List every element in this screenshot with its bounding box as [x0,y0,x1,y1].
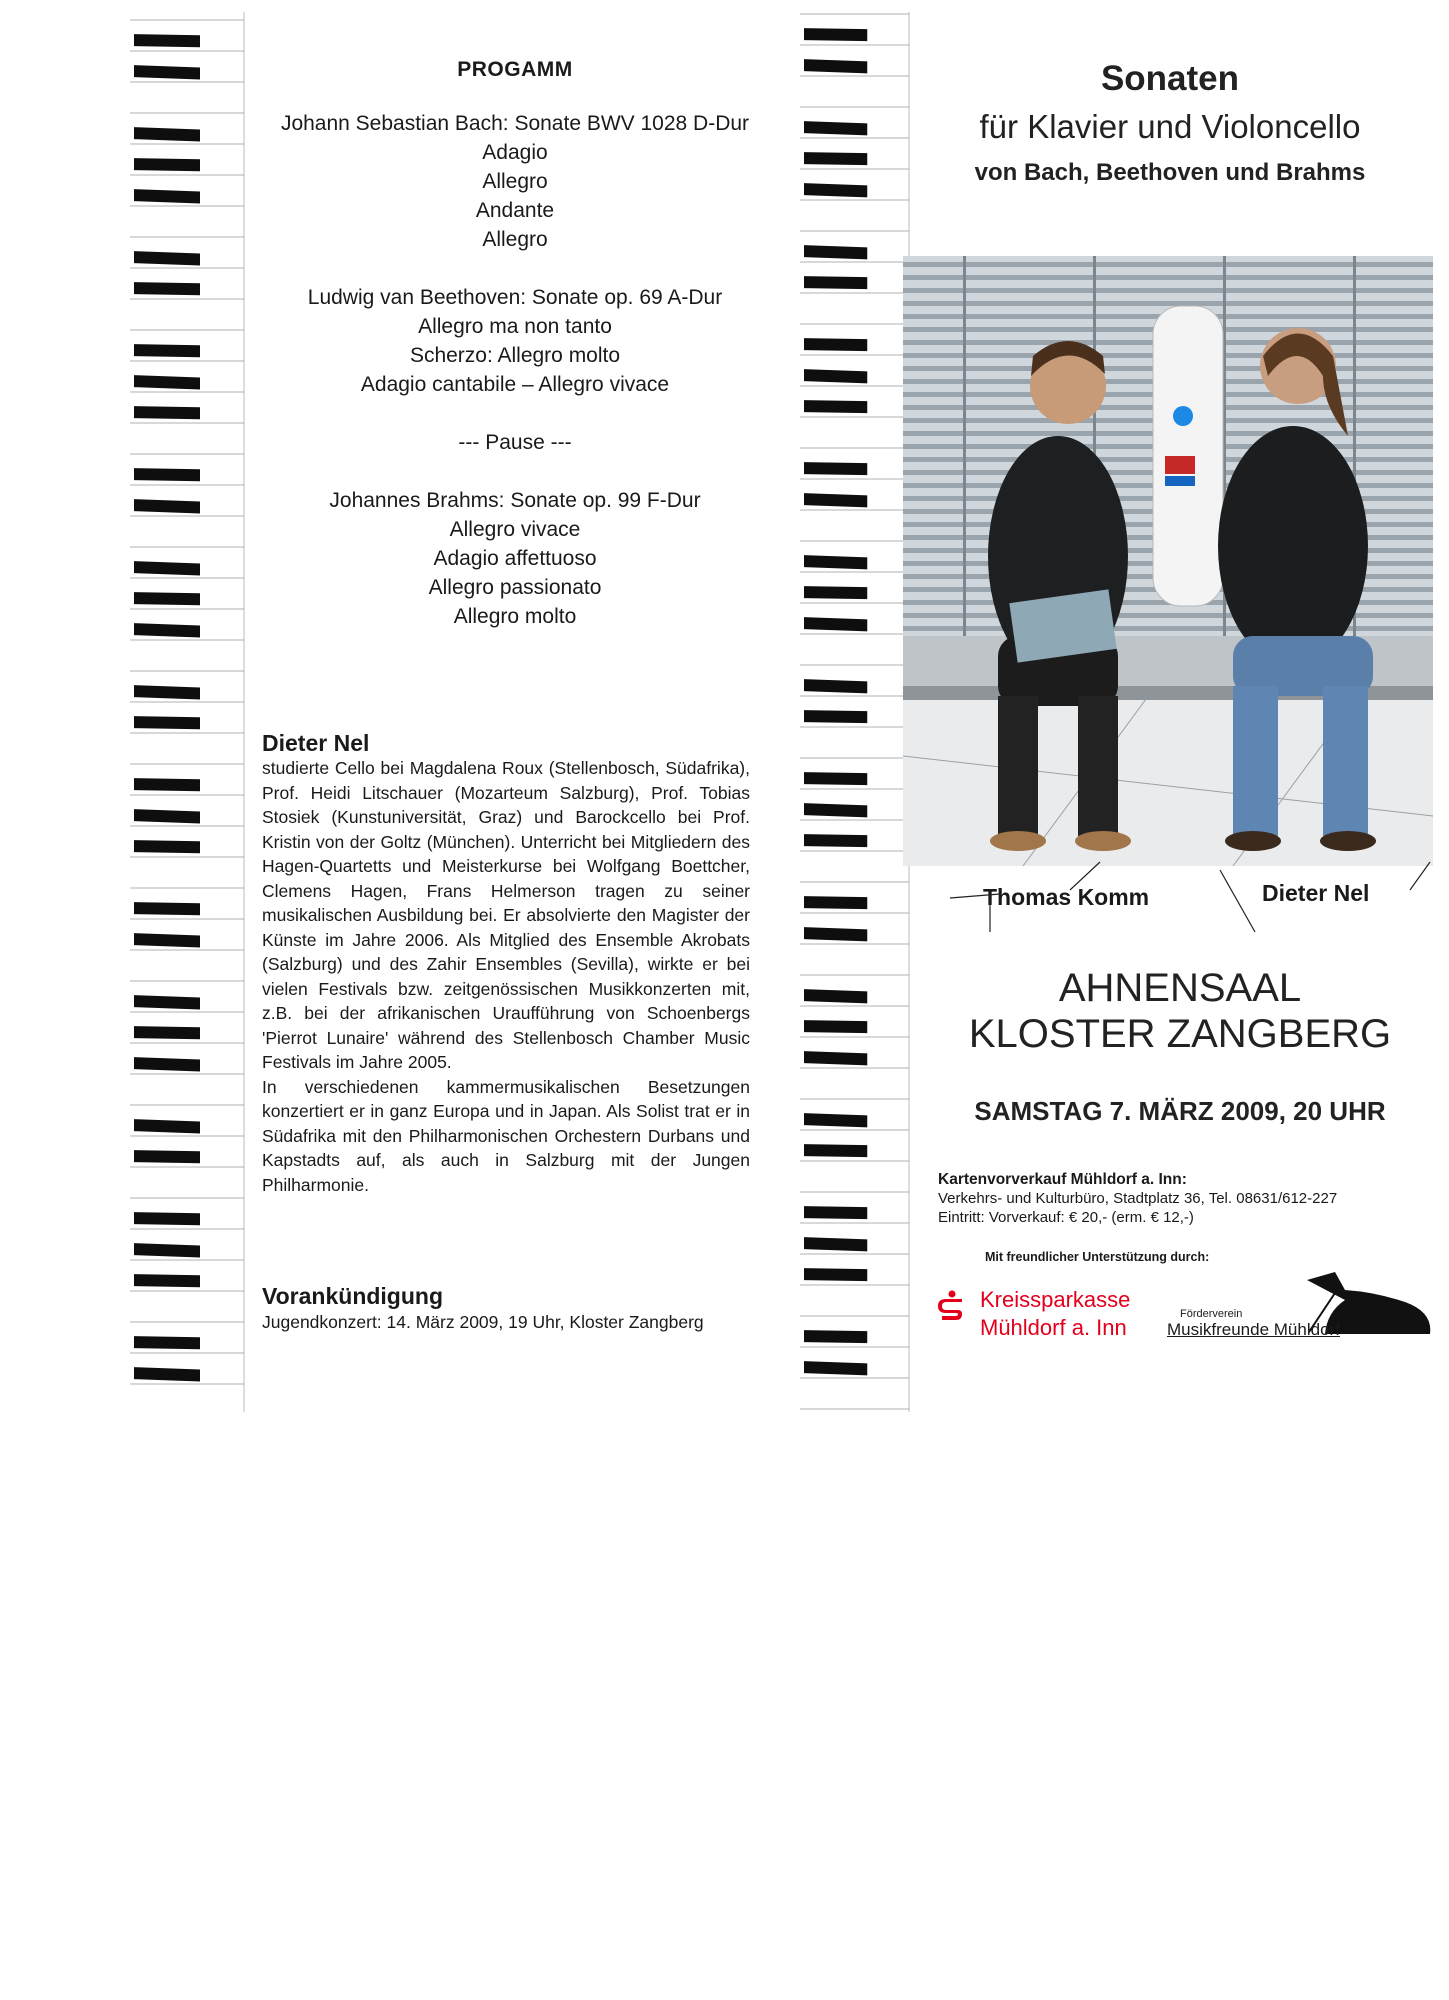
sparkasse-s-icon [938,1290,966,1324]
program-movement: Allegro ma non tanto [418,315,612,338]
concert-date: SAMSTAG 7. MÄRZ 2009, 20 UHR [974,1096,1386,1126]
tickets-info [938,1170,1418,1227]
cover-title-block [910,55,1430,195]
announcement-text: Jugendkonzert: 14. März 2009, 19 Uhr, Kloster Zangberg [262,1312,704,1332]
biography-section [262,730,750,1197]
program-movement: Andante [475,199,555,222]
musikfreunde-foerderverein: Förderverein [1180,1308,1243,1320]
musicians-photo [903,256,1433,866]
caption-thomas-komm: Thomas Komm [983,884,1150,910]
announcement-title: Vorankündigung [262,1283,444,1309]
caption-pointer-lines [940,860,1440,940]
cover-title: Sonaten [1100,59,1240,98]
tickets-address: Verkehrs- und Kulturbüro, Stadtplatz 36, Tel. 08631/612-227 [938,1190,1338,1207]
sparkasse-name [980,1286,1130,1342]
sparkasse-name-line-1: Kreissparkasse [980,1287,1131,1312]
caption-dieter-nel: Dieter Nel [1262,880,1370,906]
venue-block [920,965,1440,1057]
program-list [255,109,775,631]
program-group [255,109,775,254]
program-movement: Allegro molto [453,605,577,628]
program-group [255,486,775,631]
tickets-title: Kartenvorverkauf Mühldorf a. Inn: [938,1171,1187,1188]
piano-keys-left [130,12,250,1412]
musikfreunde-logo [1165,1272,1435,1352]
program-piece-title: Ludwig van Beethoven: Sonate op. 69 A-Dur [307,286,723,309]
program-movement: Allegro passionato [428,576,602,599]
tickets-price: Eintritt: Vorverkauf: € 20,- (erm. € 12,-) [938,1209,1194,1226]
program-movement: Allegro [482,228,548,251]
piano-keys-middle [800,12,915,1412]
musikfreunde-name: Musikfreunde Mühldorf [1167,1320,1340,1339]
biography-name: Dieter Nel [262,730,370,756]
sparkasse-logo [938,1286,1158,1346]
program-movement: Allegro vivace [449,518,581,541]
program-movement: Adagio affettuoso [433,547,597,570]
program-piece-title: Johann Sebastian Bach: Sonate BWV 1028 D-Dur [280,112,750,135]
support-text: Mit freundlicher Unterstützung durch: [985,1250,1210,1264]
cover-composers: von Bach, Beethoven und Brahms [974,159,1366,186]
program-movement: Adagio cantabile – Allegro vivace [360,373,670,396]
venue-line-1: AHNENSAAL [1058,966,1302,1010]
program-piece-title: --- Pause --- [458,431,572,454]
program-movement: Scherzo: Allegro molto [409,344,621,367]
program-movement: Adagio [482,141,548,164]
venue-line-2: KLOSTER ZANGBERG [968,1012,1392,1056]
program-movement: Allegro [482,170,548,193]
program-piece-title: Johannes Brahms: Sonate op. 99 F-Dur [329,489,701,512]
biography-text: studierte Cello bei Magdalena Roux (Stellenbosch, Südafrika), Prof. Heidi Litschauer (Mozarteum Salzburg), Prof. Tobias Stosiek (Kunstuniversität, Graz) und Barockcello bei Prof. Kristin von der Goltz (München). Unterricht bei Mitgliedern des Hagen-Quartetts und Meisterkurse bei Wolfgang Boettcher, Clemens Hagen, Frans Helmerson tragen zu seiner musikalischen Ausbildung bei. Er absolvierte den Magister der Künste im Jahre 2006. Als Mitglied des Ensemble Akrobats (Salzburg) und des Zahir Ensembles (Sevilla), wirkte er bei vielen Festivals bzw. zeitgenössischen Musikkonzerten mit, z.B. bei der afrikanischen Uraufführung von Schoenbergs 'Pierrot Lunaire' während des Stellenbosch Chamber Music Festivals im Jahre 2005. In verschiedenen kammermusikalischen Besetzungen konzertiert er in ganz Europa und in Japan. Als Solist trat er in Südafrika mit den Philharmonischen Orchestern Durbans und Kapstadts auf, als auch in Salzburg mit der Jungen Philharmonie. [262,758,750,1195]
announcement-section [262,1283,782,1334]
program-title: PROGAMM [457,58,573,81]
program-group [255,283,775,399]
program-group [255,428,775,457]
cover-subtitle: für Klavier und Violoncello [979,108,1361,145]
program-section [255,55,775,660]
sparkasse-name-line-2: Mühldorf a. Inn [980,1315,1127,1340]
